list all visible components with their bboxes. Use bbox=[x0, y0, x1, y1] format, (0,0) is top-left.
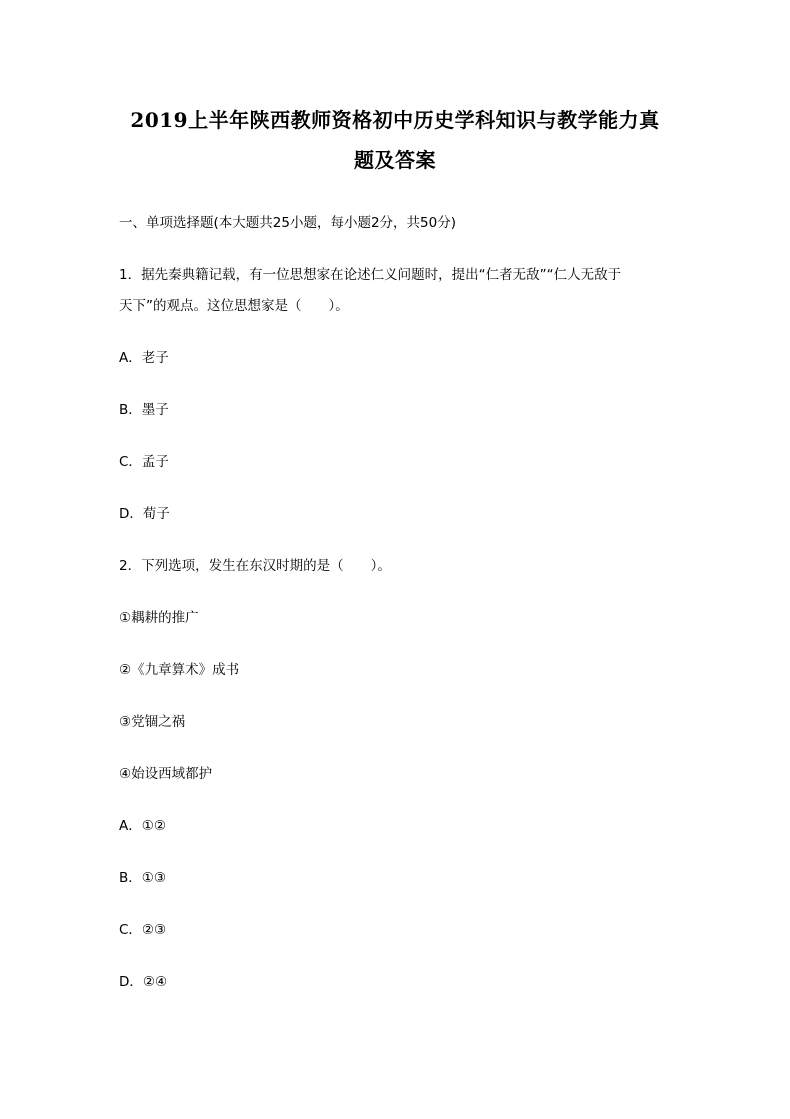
document-title-line-1: 2019上半年陕西教师资格初中历史学科知识与教学能力真 bbox=[130, 108, 660, 132]
question-1-stem-line-2: 天下”的观点。这位思想家是（ ）。 bbox=[119, 298, 349, 314]
question-2-option-b: B．①③ bbox=[119, 870, 166, 886]
question-2-option-c: C．②③ bbox=[119, 922, 167, 938]
question-1-option-d: D．荀子 bbox=[119, 506, 170, 522]
question-1-option-b: B．墨子 bbox=[119, 402, 169, 418]
question-2-item-3: ③党锢之祸 bbox=[119, 714, 186, 730]
question-2-option-d: D．②④ bbox=[119, 974, 168, 990]
question-2-item-1: ①耦耕的推广 bbox=[119, 610, 199, 626]
document-title-line-2: 题及答案 bbox=[354, 148, 436, 172]
question-1-stem-line-1: 1．据先秦典籍记载，有一位思想家在论述仁义问题时，提出“仁者无敌”“仁人无敌于 bbox=[119, 267, 622, 283]
question-2-stem: 2．下列选项，发生在东汉时期的是（ ）。 bbox=[119, 558, 391, 574]
question-1-option-c: C．孟子 bbox=[119, 454, 169, 470]
question-2-item-4: ④始设西域都护 bbox=[119, 766, 213, 782]
question-1-option-a: A．老子 bbox=[119, 350, 169, 366]
section-heading: 一、单项选择题(本大题共25小题，每小题2分，共50分) bbox=[119, 215, 456, 231]
question-2-option-a: A．①② bbox=[119, 818, 166, 834]
question-2-item-2: ②《九章算术》成书 bbox=[119, 662, 240, 678]
